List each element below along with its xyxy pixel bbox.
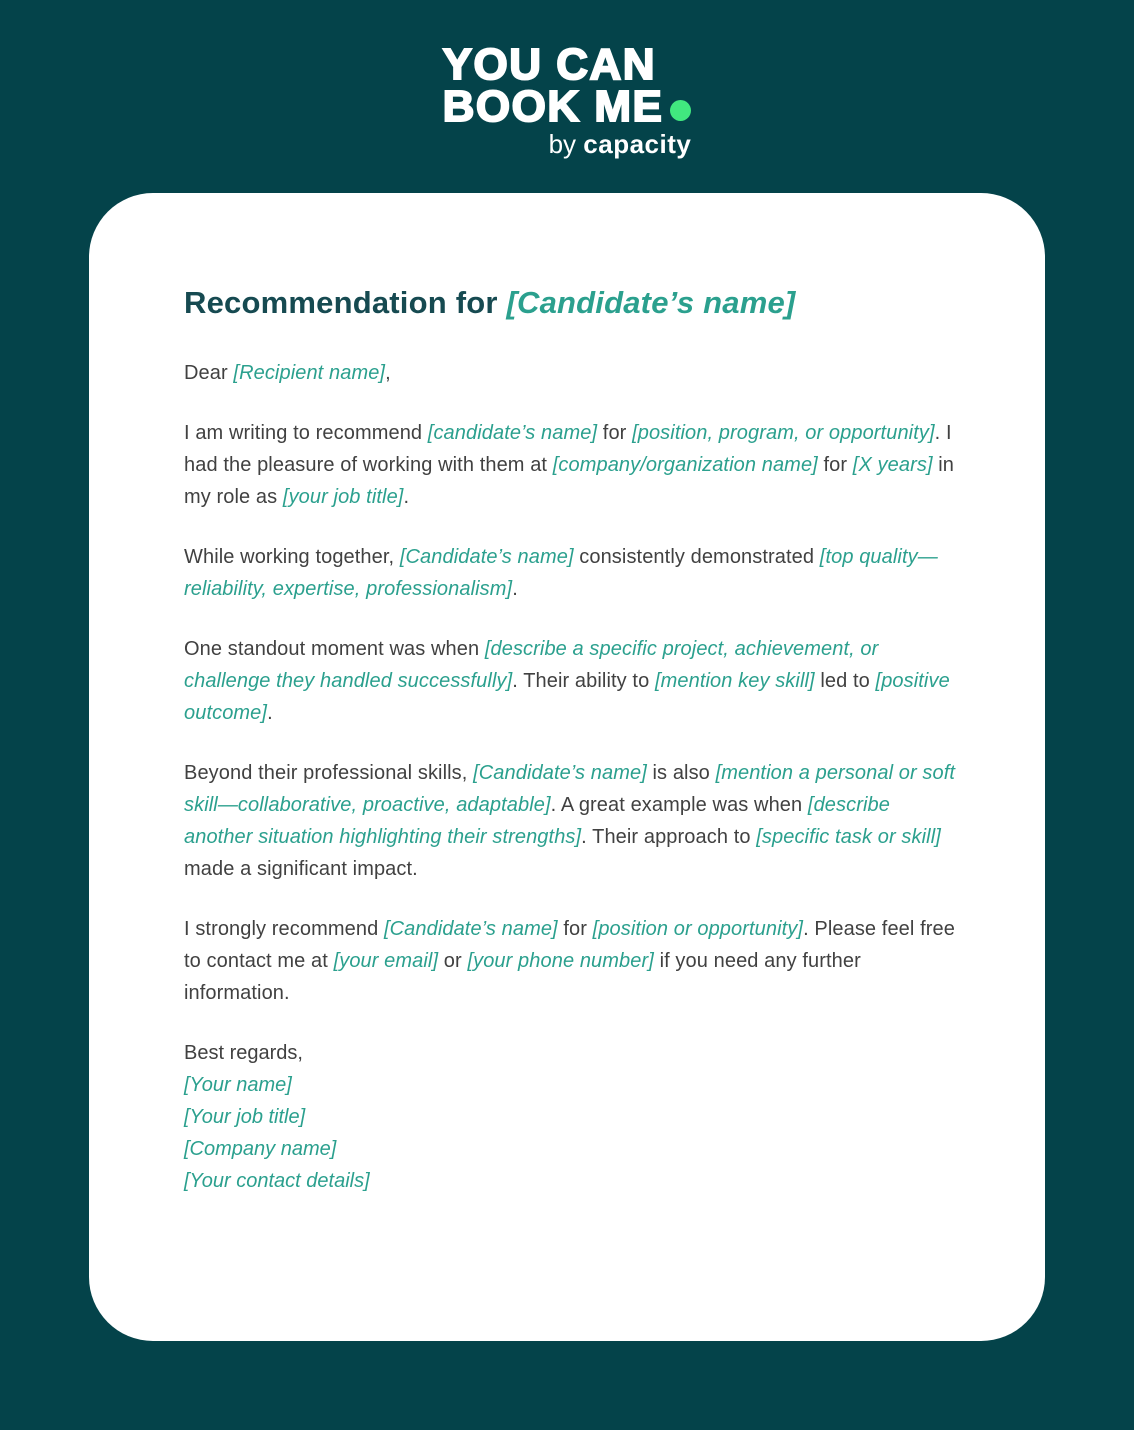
youcanbookme-logo	[442, 40, 692, 159]
closing-line: Best regards,	[184, 1042, 303, 1064]
letter-text: .	[403, 486, 410, 508]
letter-text: led to	[814, 670, 876, 692]
placeholder-text: [candidate’s name]	[427, 422, 598, 444]
paragraph-recommendation	[184, 913, 959, 1009]
letter-text: for	[557, 918, 593, 940]
letter-text: if you need any further information.	[184, 950, 861, 1004]
letter-text: . Their ability to	[512, 670, 655, 692]
letter-text: Dear	[184, 362, 234, 384]
letter-text: made a significant impact.	[184, 858, 418, 880]
letter-text: I am writing to recommend	[184, 422, 428, 444]
paragraph-qualities	[184, 541, 959, 605]
letter-text: ,	[385, 362, 391, 384]
logo-text-book-me: BOOK ME	[442, 82, 664, 131]
placeholder-text: [Recipient name]	[233, 362, 386, 384]
letter-card	[89, 193, 1045, 1341]
logo-line-1	[442, 40, 692, 89]
paragraph-standout-moment	[184, 633, 959, 729]
placeholder-text: [position, program, or opportunity]	[632, 422, 935, 444]
letter-text: . A great example was when	[550, 794, 808, 816]
placeholder-text: [your email]	[333, 950, 439, 972]
byline-prefix: by	[548, 129, 584, 159]
logo-text-you-can: YOU CAN	[442, 40, 657, 89]
placeholder-text: [mention key skill]	[654, 670, 815, 692]
placeholder-text: [X years]	[852, 454, 933, 476]
placeholder-text: [top quality—reliability, expertise, professionalism]	[184, 546, 938, 600]
placeholder-text: [position or opportunity]	[592, 918, 804, 940]
signature-company-placeholder: [Company name]	[184, 1138, 337, 1160]
placeholder-text: [Candidate’s name]	[383, 918, 558, 940]
letter-text: . I had the pleasure of working with them at	[184, 422, 952, 476]
placeholder-text: [Candidate’s name]	[473, 762, 647, 784]
letter-text: I strongly recommend	[184, 918, 384, 940]
placeholder-text: [your phone number]	[467, 950, 654, 972]
letter-text: . Their approach to	[581, 826, 757, 848]
placeholder-text: [specific task or skill]	[756, 826, 941, 848]
letter-text: .	[267, 702, 273, 724]
placeholder-text: [company/organization name]	[552, 454, 818, 476]
placeholder-text: [positive outcome]	[184, 670, 950, 724]
letter-text: or	[438, 950, 468, 972]
letter-text: One standout moment was when	[184, 638, 485, 660]
letter-text: . Please feel free to contact me at	[184, 918, 955, 972]
paragraph-introduction	[184, 417, 959, 513]
letter-text: While working together,	[184, 546, 400, 568]
letter-text: consistently demonstrated	[573, 546, 820, 568]
signature-job-title-placeholder: [Your job title]	[184, 1106, 306, 1128]
byline-brand: capacity	[583, 129, 692, 159]
signature-name-placeholder: [Your name]	[184, 1074, 292, 1096]
placeholder-text: [describe a specific project, achievement, or challenge they handled successfully]	[184, 638, 879, 692]
salutation	[184, 357, 959, 389]
green-dot-icon	[670, 100, 691, 121]
letter-text: for	[817, 454, 853, 476]
header	[0, 0, 1134, 159]
letter-title	[184, 283, 959, 323]
placeholder-text: [mention a personal or soft skill—collaborative, proactive, adaptable]	[184, 762, 956, 816]
letter-text: in my role as	[184, 454, 955, 508]
placeholder-text: [describe another situation highlighting their strengths]	[184, 794, 890, 848]
title-candidate-placeholder: [Candidate’s name]	[506, 285, 796, 320]
placeholder-text: [your job title]	[282, 486, 404, 508]
letter-text: for	[597, 422, 633, 444]
letter-text: Beyond their professional skills,	[184, 762, 474, 784]
signature-contact-placeholder: [Your contact details]	[184, 1170, 370, 1192]
placeholder-text: [Candidate’s name]	[399, 546, 574, 568]
logo-line-2	[442, 82, 692, 131]
title-prefix: Recommendation for	[184, 285, 507, 320]
letter-text: .	[512, 578, 518, 600]
signature-block	[184, 1037, 959, 1197]
logo-byline	[443, 129, 692, 159]
paragraph-soft-skills	[184, 757, 959, 885]
letter-text: is also	[646, 762, 716, 784]
